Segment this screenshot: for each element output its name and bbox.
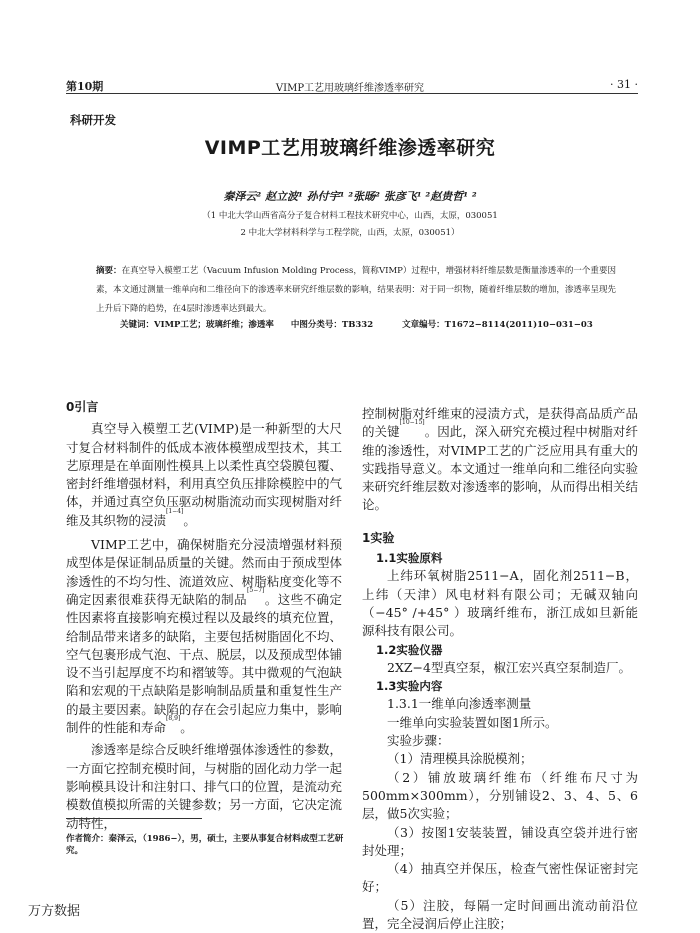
abstract xyxy=(96,262,616,319)
citation: [10−15] xyxy=(399,419,425,427)
subheading-1d-permeability: 1.3.1一维单向渗透率测量 xyxy=(387,696,532,712)
citation: [1−4] xyxy=(166,507,184,515)
abstract-text: 在真空导入模塑工艺（Vacuum Infusion Molding Process，简称VIMP）过程中，增强材料纤维层数是衡量渗透率的一个重要因素，本文通过测量一维单向和二维径向下的渗透率来研究纤维层数的影响，结果表明：对于同一织物，随着纤维层数的增加，渗透率呈现先上升后下降的趋势，在4层时渗透率达到最大。 xyxy=(96,266,616,314)
section-label: 科研开发 xyxy=(70,113,116,127)
left-column xyxy=(66,398,342,833)
heading-introduction: 0引言 xyxy=(66,400,99,414)
issue-number: 第10期 xyxy=(66,80,104,93)
abstract-label: 摘要： xyxy=(96,266,122,276)
paper-title: VIMP工艺用玻璃纤维渗透率研究 xyxy=(204,137,496,159)
running-title: VIMP工艺用玻璃纤维渗透率研究 xyxy=(275,83,425,94)
heading-materials: 1.1实验原料 xyxy=(376,551,443,566)
citation: [5−7] xyxy=(247,586,265,594)
page-number: · 31 · xyxy=(610,78,638,91)
footnote-rule xyxy=(66,818,202,819)
intro-paragraph-continued: 控制树脂对纤维束的浸渍方式，是获得高品质产品的关键[10−15]。因此，深入研究充模过程中树脂对纤维的渗透性，对VIMP工艺的广泛应用具有重大的实践指导意义。本文通过一维单向和二维径向实验来研究纤维层数对渗透率的影响，从而得出相关结论。 xyxy=(362,406,638,513)
instruments-text: 2XZ−4型真空泵，椒江宏兴真空泵制造厂。 xyxy=(387,659,631,675)
intro-paragraph-1: 真空导入模塑工艺(VIMP)是一种新型的大尺寸复合材料制件的低成本液体模塑成型技术，其工艺原理是在单面刚性模具上以柔性真空袋膜包覆、密封纤维增强材料，利用真空负压排除模腔中的气体，并通过真空负压驱动树脂流动而实现树脂对纤维及其织物的浸渍[1−4]。 xyxy=(66,421,342,528)
classification-code: TB332 xyxy=(341,320,374,330)
affiliation-1: （1 中北大学山西省高分子复合材料工程技术研究中心，山西，太原，030051 xyxy=(202,211,498,221)
keywords-label: 关键词： xyxy=(120,320,155,330)
steps-label: 实验步骤： xyxy=(387,733,450,749)
right-column xyxy=(362,405,638,933)
header-rule xyxy=(66,93,638,94)
materials-text: 上纬环氧树脂2511−A，固化剂2511−B，上纬（天津）风电材料有限公司；无碱双轴向（−45° /+45° ）玻璃纤维布，浙江成如旦新能源科技有限公司。 xyxy=(362,568,638,639)
heading-experiment: 1实验 xyxy=(362,530,395,545)
watermark: 万方数据 xyxy=(28,904,81,919)
citation: [8,9] xyxy=(166,715,181,723)
intro-paragraph-2: VIMP工艺中，确保树脂充分浸渍增强材料预成型体是保证制品质量的关键。然而由于预成型体渗透性的不均匀性、流道效应、树脂粘度变化等不确定因素很难获得无缺陷的制品[5−7]。这些不确定性因素将直接影响充模过程以及最终的填充位置，给制品带来诸多的缺陷，主要包括树脂固化不均、空气包裹形成气泡、干点、脱层，以及预成型体铺设不当引起厚度不均和褶皱等。其中微观的气泡缺陷和宏观的干点缺陷是影响制品质量和重复性生产的最主要因素。缺陷的存在会引起应力集中，影响制件的性能和寿命[8,9]。 xyxy=(66,537,342,736)
keywords-line xyxy=(120,318,593,330)
authors: 秦泽云² 赵立波¹ 孙付宇¹ ²张旸² 张彦飞¹ ²赵贵哲¹ ² xyxy=(223,190,477,203)
heading-content: 1.3实验内容 xyxy=(376,679,443,694)
heading-instruments: 1.2实验仪器 xyxy=(376,642,443,657)
step-5: （5）注胶，每隔一定时间画出流动前沿位置，完全浸润后停止注胶； xyxy=(362,897,638,932)
article-number: T1672−8114(2011)10−031−03 xyxy=(444,320,593,330)
affiliation-2: 2 中北大学材料科学与工程学院，山西，太原，030051） xyxy=(240,228,460,238)
classification-label: 中图分类号： xyxy=(290,320,342,330)
step-3: （3）按图1安装装置，铺设真空袋并进行密封处理； xyxy=(362,824,638,858)
keywords-text: VIMP工艺；玻璃纤维；渗透率 xyxy=(154,320,274,330)
step-4: （4）抽真空并保压，检查气密性保证密封完好； xyxy=(362,861,638,895)
author-footnote: 作者简介：秦泽云，（1986−），男，硕士，主要从事复合材料成型工艺研究。 xyxy=(66,834,344,856)
step-1: （1）清理模具涂脱模剂； xyxy=(387,751,533,767)
step-2: （2）铺放玻璃纤维布（纤维布尺寸为500mm×300mm），分别铺设2、3、4、5、6层，做5次实验； xyxy=(362,769,638,822)
setup-text: 一维单向实验装置如图1所示。 xyxy=(387,714,558,730)
intro-paragraph-3: 渗透率是综合反映纤维增强体渗透性的参数，一方面它控制充模时间，与树脂的固化动力学一起影响模具设计和注射口、排气口的位置，是流动充模数值模拟所需的关键参数；另一方面，它决定流动特性， xyxy=(66,742,342,831)
article-number-label: 文章编号： xyxy=(402,320,445,330)
